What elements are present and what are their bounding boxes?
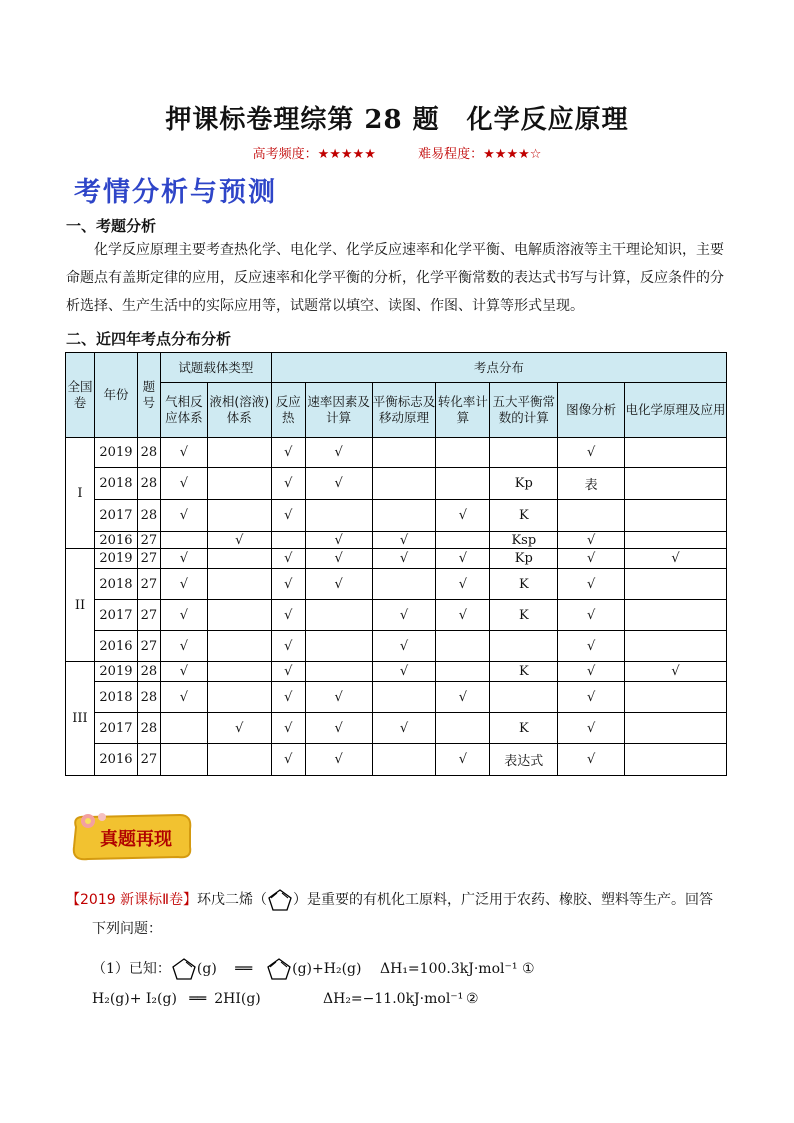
point-cell (490, 682, 558, 713)
frequency-label: 高考频度： (252, 147, 318, 162)
question-no-cell: 28 (137, 468, 160, 500)
subheader-7: 图像分析 (558, 383, 625, 438)
group-label: I (66, 438, 95, 549)
point-cell: √ (372, 549, 436, 569)
point-cell: K (490, 662, 558, 682)
question-no-cell: 28 (137, 713, 160, 744)
table-row (66, 682, 727, 713)
point-cell: √ (558, 532, 625, 549)
point-cell: 表达式 (490, 744, 558, 776)
difficulty-stars: ★★★★☆ (483, 147, 542, 162)
subheader-2: 反应热 (271, 383, 305, 438)
point-cell (372, 500, 436, 532)
subheader-8: 电化学原理及应用 (625, 383, 727, 438)
real-question-badge (68, 807, 196, 863)
point-cell: √ (271, 600, 305, 631)
table-row (66, 744, 727, 776)
frequency-stars: ★★★★★ (317, 147, 376, 162)
header-carrier-type: 试题载体类型 (160, 353, 271, 383)
point-cell: √ (305, 532, 372, 549)
point-cell: √ (160, 631, 207, 662)
cyclopentene-icon (171, 957, 197, 981)
point-cell (207, 500, 271, 532)
point-cell: √ (207, 532, 271, 549)
eq1-enthalpy: ΔH₁=100.3kJ·mol⁻¹ (380, 961, 518, 977)
point-cell (625, 744, 727, 776)
year-cell: 2019 (94, 549, 137, 569)
point-cell: √ (271, 631, 305, 662)
year-cell: 2016 (94, 631, 137, 662)
point-cell (305, 662, 372, 682)
question-no-cell: 28 (137, 438, 160, 468)
point-cell (625, 600, 727, 631)
subheader-1: 液相(溶液)体系 (207, 383, 271, 438)
point-cell: √ (160, 569, 207, 600)
question-text-b: ）是重要的有机化工原料，广泛用于农药、橡胶、塑料等生产。回答 (292, 892, 713, 908)
point-cell (625, 532, 727, 549)
subheader-6: 五大平衡常数的计算 (490, 383, 558, 438)
point-cell (207, 682, 271, 713)
point-cell: √ (160, 600, 207, 631)
eq2-lhs: H₂(g)+ I₂(g) (92, 991, 177, 1007)
point-cell (372, 682, 436, 713)
point-cell (207, 549, 271, 569)
question-no-cell: 27 (137, 549, 160, 569)
difficulty-line (0, 143, 794, 162)
year-cell: 2018 (94, 569, 137, 600)
header-year: 年份 (94, 353, 137, 438)
point-cell: √ (160, 682, 207, 713)
point-cell (207, 631, 271, 662)
point-cell: √ (305, 438, 372, 468)
eq1-lhs-state: (g) (196, 961, 217, 977)
year-cell: 2018 (94, 682, 137, 713)
subheader-4: 平衡标志及移动原理 (372, 383, 436, 438)
point-cell (305, 500, 372, 532)
point-cell (207, 438, 271, 468)
section-banner: 考情分析与预测 (74, 177, 277, 208)
point-cell: √ (305, 549, 372, 569)
point-cell: √ (305, 744, 372, 776)
point-cell (372, 438, 436, 468)
point-cell: √ (558, 549, 625, 569)
point-cell: K (490, 569, 558, 600)
point-cell (490, 631, 558, 662)
equation-1 (92, 957, 732, 981)
section2-heading: 二、近四年考点分布分析 (66, 330, 232, 348)
cyclopentadiene-icon (267, 888, 293, 912)
point-cell (207, 468, 271, 500)
point-cell (372, 569, 436, 600)
question-no-cell: 27 (137, 569, 160, 600)
point-cell: √ (271, 682, 305, 713)
eq2-rhs: 2HI(g) (214, 991, 261, 1007)
header-juan: 全国卷 (66, 353, 95, 438)
point-cell: √ (436, 600, 490, 631)
point-cell (207, 662, 271, 682)
point-cell: √ (271, 744, 305, 776)
point-cell: √ (271, 662, 305, 682)
point-cell: √ (160, 468, 207, 500)
subheader-0: 气相反应体系 (160, 383, 207, 438)
group-label: III (66, 662, 95, 776)
point-cell: √ (271, 500, 305, 532)
table-row (66, 468, 727, 500)
point-cell (436, 532, 490, 549)
point-cell: K (490, 500, 558, 532)
point-cell (305, 600, 372, 631)
point-cell (372, 744, 436, 776)
question-intro-line (66, 888, 713, 912)
question-no-cell: 28 (137, 682, 160, 713)
point-cell: √ (436, 744, 490, 776)
header-question-no: 题号 (137, 353, 160, 438)
point-cell (625, 713, 727, 744)
point-cell: √ (558, 682, 625, 713)
section1-heading: 一、考题分析 (66, 217, 157, 235)
point-cell (625, 438, 727, 468)
point-cell: K (490, 600, 558, 631)
point-cell (436, 662, 490, 682)
eq2-equals: ══ (189, 991, 207, 1007)
table-row (66, 631, 727, 662)
eq2-enthalpy: ΔH₂=−11.0kJ·mol⁻¹ (323, 991, 464, 1007)
difficulty-label: 难易程度： (418, 147, 484, 162)
year-cell: 2017 (94, 600, 137, 631)
point-cell: √ (271, 438, 305, 468)
point-cell (490, 438, 558, 468)
eq1-equals: ══ (235, 961, 253, 977)
point-cell: √ (305, 682, 372, 713)
page-title: 押课标卷理综第 28 题 化学反应原理 (165, 105, 629, 135)
year-cell: 2019 (94, 438, 137, 468)
year-cell: 2019 (94, 662, 137, 682)
point-cell (625, 682, 727, 713)
point-cell (207, 569, 271, 600)
eq1-rhs: (g)+H₂(g) (292, 961, 362, 977)
point-cell: 表 (558, 468, 625, 500)
point-cell: √ (305, 713, 372, 744)
point-cell: √ (372, 532, 436, 549)
point-cell (372, 468, 436, 500)
point-cell (436, 713, 490, 744)
point-cell (558, 500, 625, 532)
point-cell: √ (625, 662, 727, 682)
question-no-cell: 27 (137, 600, 160, 631)
point-cell (160, 744, 207, 776)
eq2-number: ② (466, 991, 479, 1007)
year-cell: 2017 (94, 500, 137, 532)
table-row (66, 569, 727, 600)
point-cell: √ (558, 662, 625, 682)
point-cell: √ (436, 682, 490, 713)
point-cell (436, 438, 490, 468)
table-row (66, 438, 727, 468)
point-cell (625, 500, 727, 532)
point-cell: √ (372, 713, 436, 744)
table-row (66, 600, 727, 631)
table-row (66, 500, 727, 532)
point-cell: √ (558, 744, 625, 776)
point-cell (436, 631, 490, 662)
question-no-cell: 27 (137, 744, 160, 776)
point-cell (625, 468, 727, 500)
point-cell: √ (160, 438, 207, 468)
point-cell: √ (558, 631, 625, 662)
point-cell: Kp (490, 468, 558, 500)
point-cell: √ (271, 549, 305, 569)
point-cell: √ (436, 549, 490, 569)
point-cell (271, 532, 305, 549)
point-cell: K (490, 713, 558, 744)
point-cell: √ (372, 662, 436, 682)
point-cell (625, 569, 727, 600)
point-cell: √ (207, 713, 271, 744)
question-no-cell: 28 (137, 662, 160, 682)
year-cell: 2018 (94, 468, 137, 500)
group-label: II (66, 549, 95, 662)
point-cell (625, 631, 727, 662)
point-cell (160, 532, 207, 549)
table-row (66, 532, 727, 549)
point-cell: √ (372, 631, 436, 662)
point-cell: √ (436, 569, 490, 600)
point-cell: √ (160, 500, 207, 532)
header-point-distribution: 考点分布 (271, 353, 726, 383)
point-cell: √ (558, 438, 625, 468)
point-cell: √ (271, 713, 305, 744)
table-row (66, 549, 727, 569)
year-cell: 2017 (94, 713, 137, 744)
point-cell (305, 631, 372, 662)
point-cell: Kp (490, 549, 558, 569)
point-cell: √ (160, 549, 207, 569)
point-cell: √ (160, 662, 207, 682)
point-cell: √ (558, 569, 625, 600)
question-no-cell: 27 (137, 532, 160, 549)
point-cell: √ (625, 549, 727, 569)
equation-2 (92, 991, 732, 1007)
subheader-3: 速率因素及计算 (305, 383, 372, 438)
year-cell: 2016 (94, 744, 137, 776)
point-cell: √ (305, 569, 372, 600)
table-row (66, 713, 727, 744)
question-no-cell: 27 (137, 631, 160, 662)
year-cell: 2016 (94, 532, 137, 549)
question-line2: 下列问题： (92, 921, 162, 937)
table-row (66, 662, 727, 682)
point-cell (160, 713, 207, 744)
badge-text: 真题再现 (100, 829, 172, 850)
point-cell: √ (305, 468, 372, 500)
point-cell (436, 468, 490, 500)
question-text-a: 环戊二烯（ (196, 892, 267, 908)
cyclopentadiene-icon-2 (266, 957, 292, 981)
subheader-5: 转化率计算 (436, 383, 490, 438)
point-cell: √ (436, 500, 490, 532)
point-cell: √ (271, 569, 305, 600)
eq1-number: ① (522, 961, 535, 977)
question-no-cell: 28 (137, 500, 160, 532)
point-cell: √ (558, 713, 625, 744)
question-source: 【2019 新课标Ⅱ卷】 (66, 892, 197, 908)
point-cell (207, 744, 271, 776)
point-cell: Ksp (490, 532, 558, 549)
point-cell: √ (558, 600, 625, 631)
point-cell (207, 600, 271, 631)
point-cell: √ (271, 468, 305, 500)
point-cell: √ (372, 600, 436, 631)
section1-text: 化学反应原理主要考查热化学、电化学、化学反应速率和化学平衡、电解质溶液等主干理论知识，主要命题点有盖斯定律的应用，反应速率和化学平衡的分析，化学平衡常数的表达式书写与计算，反应条件的分析选择、生产生活中的实际应用等，试题常以填空、读图、作图、计算等形式呈现。 (66, 242, 724, 314)
exam-points-table (65, 352, 727, 776)
eq1-prefix: （1）已知： (92, 961, 171, 977)
